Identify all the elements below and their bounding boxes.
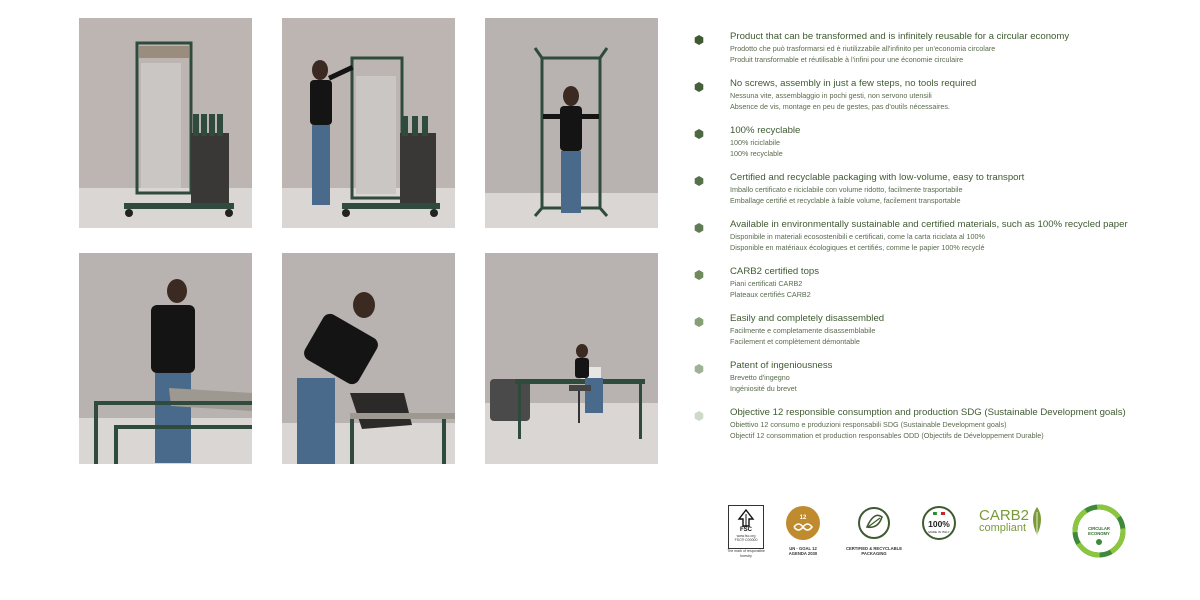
feature-italian: 100% riciclabile (730, 138, 780, 147)
feature-title: No screws, assembly in just a few steps, no tools required (730, 78, 977, 89)
fsc-logo-text: FSC (740, 527, 752, 533)
photo-woman-fitting-panel (282, 253, 455, 464)
fsc-url: www.fsc.org (736, 534, 756, 538)
sdg-goal-icon (785, 505, 821, 541)
carb2-sub: compliant (978, 522, 1027, 534)
hexagon-bullet-icon (694, 223, 704, 233)
hexagon-bullet-icon (694, 317, 704, 327)
circular-economy-icon (1072, 504, 1126, 558)
feature-item (690, 359, 1190, 406)
svg-text:100%: 100% (928, 519, 950, 529)
feature-item (690, 218, 1190, 265)
feature-french: Disponible en matériaux écologiques et certifiés, comme le papier 100% recyclé (730, 243, 985, 252)
feature-french: Objectif 12 consommation et production responsables ODD (Objectifs de Développement Durable) (730, 431, 1044, 440)
feature-item (690, 124, 1190, 171)
feature-french: Produit transformable et réutilisable à l'infini pour une économie circulaire (730, 55, 964, 64)
feature-french: Facilement et complètement démontable (730, 337, 860, 346)
photo-woman-holding-frame (485, 18, 658, 228)
certification-badges (726, 500, 1136, 570)
svg-text:12: 12 (799, 515, 807, 521)
feature-french: Plateaux certifiés CARB2 (730, 290, 811, 299)
carb2-badge (976, 506, 1048, 536)
feature-italian: Prodotto che può trasformarsi ed è riutilizzabile all'infinito per un'economia circolare (730, 44, 996, 53)
photo-woman-lifting-frame (282, 18, 455, 228)
feature-title: CARB2 certified tops (730, 266, 820, 277)
feature-title: Easily and completely disassembled (730, 313, 885, 324)
feature-item (690, 406, 1190, 453)
leaf-icon (1029, 506, 1045, 536)
feature-french: Emballage certifié et recyclable à faible volume, facilement transportable (730, 196, 961, 205)
fsc-caption: The mark of responsible forestry (727, 549, 765, 558)
feature-italian: Obiettivo 12 consumo e produzioni responsabili SDG (Sustainable Development goals) (730, 420, 1007, 429)
feature-item (690, 312, 1190, 359)
sdg-badge (783, 505, 823, 556)
hexagon-bullet-icon (694, 35, 704, 45)
svg-text:CIRCULAR: CIRCULAR (1088, 526, 1110, 531)
hexagon-bullet-icon (694, 270, 704, 280)
feature-title: 100% recyclable (730, 125, 801, 136)
feature-italian: Disponibile in materiali ecosostenibili e certificati, come la carta riciclata al 100% (730, 232, 985, 241)
photo-woman-at-desk (485, 253, 658, 464)
svg-text:ECONOMY: ECONOMY (1088, 531, 1110, 536)
made-in-italy-icon (921, 505, 957, 541)
carb2-label: CARB2 (978, 507, 1030, 524)
feature-item (690, 30, 1190, 77)
feature-italian: Nessuna vite, assemblaggio in pochi gesti, non servono utensili (730, 91, 932, 100)
feature-italian: Brevetto d'ingegno (730, 373, 790, 382)
sdg-caption: UN - GOAL 12 AGENDA 2030 (788, 546, 818, 556)
svg-text:MADE IN ITALY: MADE IN ITALY (928, 530, 950, 534)
feature-italian: Imballo certificato e riciclabile con volume ridotto, facilmente trasportabile (730, 185, 963, 194)
feature-title: Patent of ingeniousness (730, 360, 833, 371)
feature-french: Absence de vis, montage en peu de gestes, pas d'outils nécessaires. (730, 102, 950, 111)
feature-title: Available in environmentally sustainable and certified materials, such as 100% recycled paper (730, 219, 1128, 230)
recyclable-packaging-icon (856, 505, 892, 541)
feature-item (690, 265, 1190, 312)
packaging-caption: CERTIFIED & RECYCLABLE PACKAGING (845, 546, 903, 556)
feature-italian: Facilmente e completamente disassemblabile (730, 326, 876, 335)
hexagon-bullet-icon (694, 176, 704, 186)
hexagon-bullet-icon (694, 82, 704, 92)
fsc-badge (726, 505, 766, 559)
fsc-logo-icon (728, 505, 764, 549)
hexagon-bullet-icon (694, 411, 704, 421)
hexagon-bullet-icon (694, 364, 704, 374)
packaging-badge (841, 505, 907, 556)
features-list (690, 30, 1190, 453)
feature-title: Certified and recyclable packaging with low-volume, easy to transport (730, 172, 1025, 183)
photo-woman-placing-top (79, 253, 252, 464)
hexagon-bullet-icon (694, 129, 704, 139)
photo-kit-on-cart (79, 18, 252, 228)
feature-title: Objective 12 responsible consumption and production SDG (Sustainable Development goals) (730, 407, 1126, 418)
feature-french: 100% recyclable (730, 149, 783, 158)
feature-french: Ingéniosité du brevet (730, 384, 797, 393)
feature-title: Product that can be transformed and is infinitely reusable for a circular economy (730, 31, 1070, 42)
feature-italian: Piani certificati CARB2 (730, 279, 803, 288)
fsc-code: FSC® C00000 (734, 538, 758, 542)
made-in-italy-badge (919, 505, 959, 546)
circular-economy-badge (1069, 504, 1129, 563)
feature-item (690, 77, 1190, 124)
feature-item (690, 171, 1190, 218)
